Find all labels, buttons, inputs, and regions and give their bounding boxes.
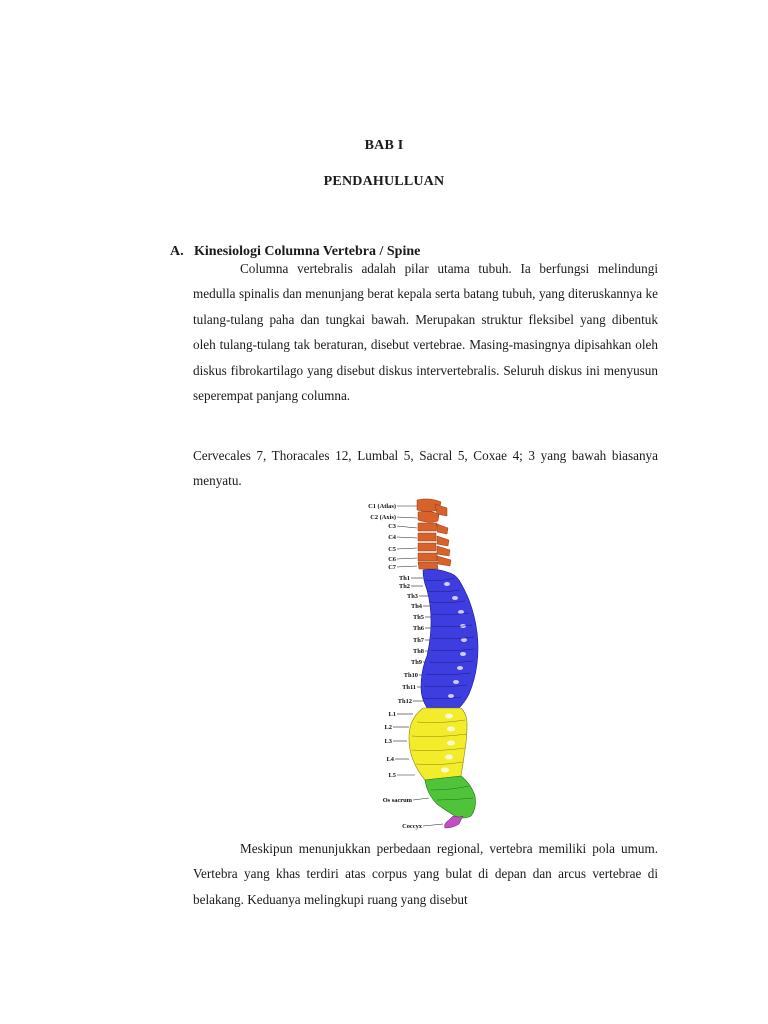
label-th3: Th3 — [406, 593, 418, 600]
label-c7: C7 — [388, 564, 396, 571]
paragraph-vertebra-pattern: Meskipun menunjukkan perbedaan regional, vertebra memiliki pola umum. Vertebra yang khas terdiri atas corpus yang bulat di depan dan arcus vertebrae di belakang. Keduanya melingkupi ruang yang disebut — [193, 841, 658, 907]
label-coccyx: Coccyx — [402, 823, 422, 830]
section-title: Kinesiologi Columna Vertebra / Spine — [194, 244, 421, 259]
paragraph-intro: Columna vertebralis adalah pilar utama tubuh. Ia berfungsi melindungi medulla spinalis dan menunjang berat kepala serta batang tubuh, yang diteruskannya ke tulang-tulang paha dan tungkai bawah. Merupakan struktur fleksibel yang dibentuk oleh tulang-tulang tak beraturan, disebut vertebrae. Masing-masingnya dipisahkan oleh diskus fibrokartilago yang disebut diskus intervertebralis. Seluruh diskus ini menyusun seperempat panjang columna. — [193, 261, 658, 404]
vertebra-labels — [368, 503, 425, 830]
label-c1: C1 (Atlas) — [368, 503, 396, 510]
cervical-vertebrae — [417, 499, 451, 569]
lumbar-vertebrae — [409, 708, 467, 780]
label-l1: L1 — [388, 711, 396, 718]
label-th12: Th12 — [397, 698, 412, 705]
label-c2: C2 (Axis) — [370, 514, 396, 521]
label-th5: Th5 — [412, 614, 424, 621]
label-c6: C6 — [388, 556, 396, 563]
chapter-title: PENDAHULLUAN — [323, 174, 445, 189]
label-th4: Th4 — [410, 603, 422, 610]
section-marker: A. — [170, 244, 184, 259]
spine-illustration — [355, 498, 495, 836]
label-c5: C5 — [388, 546, 396, 553]
label-l2: L2 — [384, 724, 392, 731]
thoracic-vertebrae — [421, 569, 478, 708]
label-c3: C3 — [388, 523, 396, 530]
chapter-label: BAB I — [364, 138, 404, 153]
label-sacrum: Os sacrum — [382, 797, 412, 804]
label-th7: Th7 — [412, 637, 424, 644]
spine-figure — [355, 498, 495, 836]
label-th2: Th2 — [398, 583, 410, 590]
coccyx — [445, 816, 464, 828]
label-l5: L5 — [388, 772, 396, 779]
label-th8: Th8 — [412, 648, 424, 655]
label-th11: Th11 — [402, 684, 416, 691]
label-th1: Th1 — [398, 575, 410, 582]
label-th10: Th10 — [403, 672, 418, 679]
label-c4: C4 — [388, 534, 396, 541]
sacrum — [425, 776, 476, 818]
paragraph-vertebra-count: Cervecales 7, Thoracales 12, Lumbal 5, Sacral 5, Coxae 4; 3 yang bawah biasanya menyatu. — [193, 448, 658, 489]
label-l4: L4 — [386, 756, 394, 763]
label-th6: Th6 — [412, 625, 424, 632]
label-l3: L3 — [384, 738, 392, 745]
label-th9: Th9 — [410, 659, 422, 666]
